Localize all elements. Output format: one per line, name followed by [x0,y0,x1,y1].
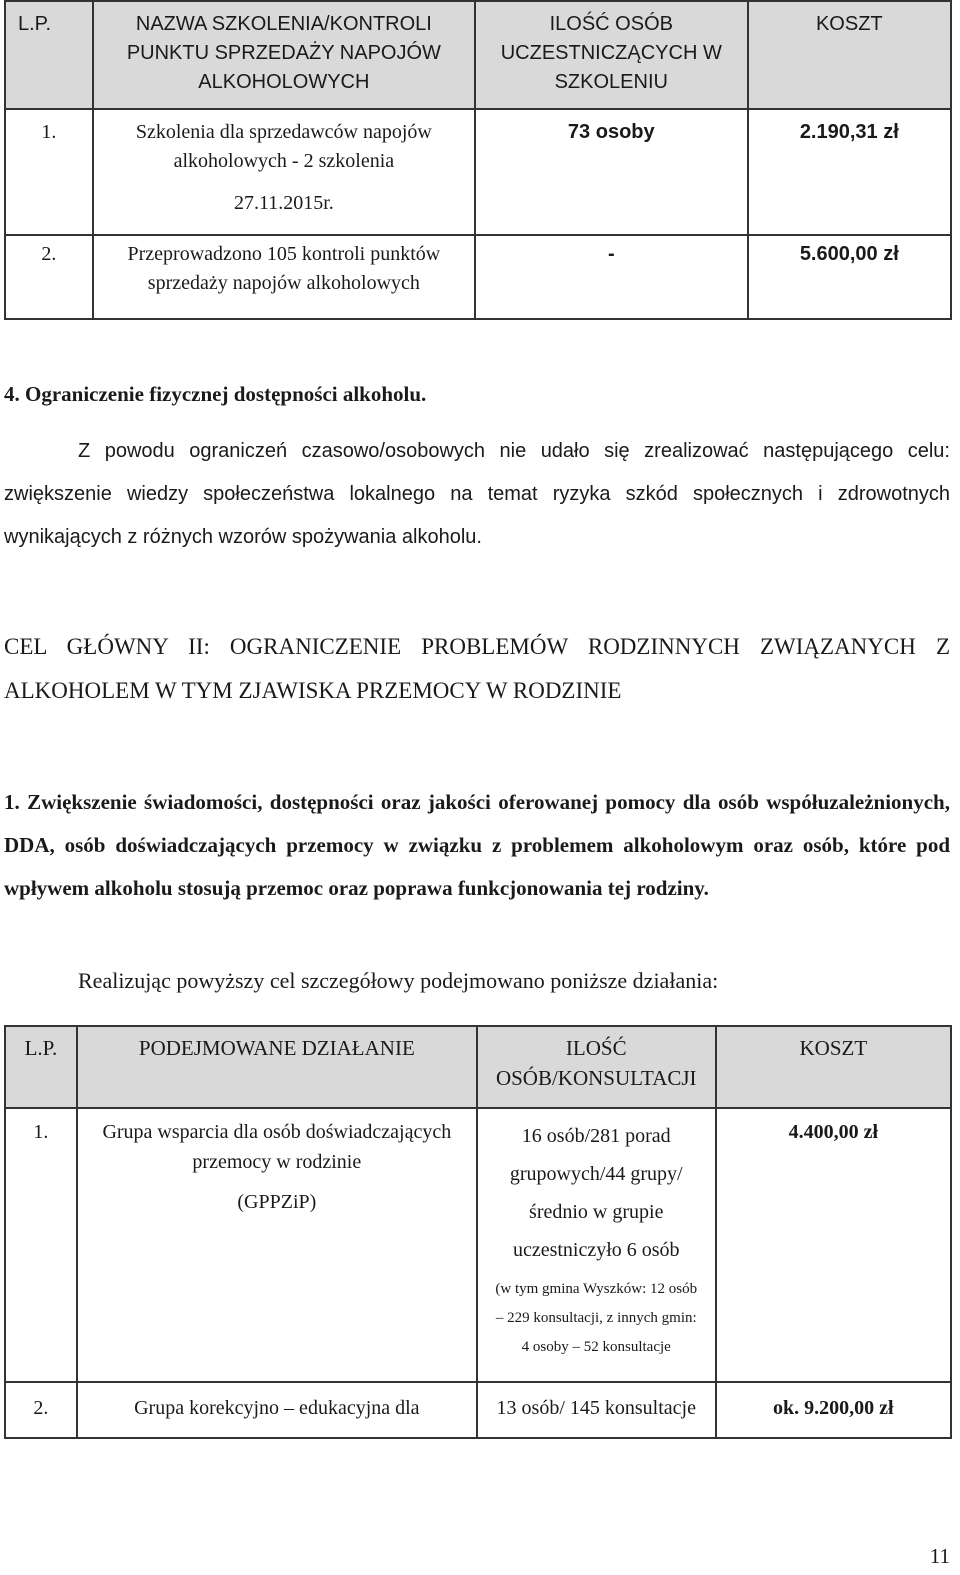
row-name-line: Przeprowadzono 105 kontroli punktów [127,243,441,265]
header-lp: L.P. [5,1026,77,1108]
page-number: 11 [929,1544,950,1568]
row-count: - [475,235,748,319]
header-action: PODEJMOWANE DZIAŁANIE [77,1026,477,1108]
row-action: Grupa korekcyjno – edukacyjna dla [77,1382,477,1438]
actions-intro: Realizując powyższy cel szczegółowy podejmowano poniższe działania: [78,968,719,993]
row-count: 13 osób/ 145 konsultacje [477,1382,716,1438]
actions-table [4,1025,952,1439]
header-lp: L.P. [5,1,93,109]
trainings-table [4,0,952,320]
header-count: ILOŚĆ OSÓB/KONSULTACJI [477,1026,716,1108]
row-cost: 4.400,00 zł [716,1108,951,1382]
table-row [5,1108,951,1382]
table-header-row [5,1,951,109]
row-date: 27.11.2015r. [233,192,334,214]
row-cost: 2.190,31 zł [748,109,951,235]
row-name [93,235,475,319]
row-name-line: Szkolenia dla sprzedawców napojów [135,121,432,143]
row-lp: 1. [5,109,93,235]
row-lp: 2. [5,235,93,319]
row-count [477,1108,716,1382]
header-count: ILOŚĆ OSÓB UCZESTNICZĄCYCH W SZKOLENIU [475,1,748,109]
row-count-note: (w tym gmina Wyszków: 12 osób – 229 konsultacji, z innych gmin: 4 osoby – 52 konsultacje [495,1281,698,1355]
row-cost: 5.600,00 zł [748,235,951,319]
table-header-row [5,1026,951,1108]
section-4-title: 4. Ograniczenie fizycznej dostępności alkoholu. [4,382,427,406]
header-cost: KOSZT [716,1026,951,1108]
row-action-line: przemocy w rodzinie [192,1151,362,1173]
row-name-line: sprzedaży napojów alkoholowych [147,272,420,294]
table-row [5,235,951,319]
row-action-line: Grupa wsparcia dla osób doświadczających [102,1121,452,1143]
header-cost: KOSZT [748,1,951,109]
row-name-line: alkoholowych - 2 szkolenia [173,150,395,172]
row-action [77,1108,477,1382]
row-count-main: 16 osób/281 porad grupowych/44 grupy/średnio w grupie uczestniczyło 6 osób [509,1125,683,1261]
row-lp: 2. [5,1382,77,1438]
table-row [5,109,951,235]
specific-goal-1: 1. Zwiększenie świadomości, dostępności oraz jakości oferowanej pomocy dla osób współuzależnionych, DDA, osób doświadczających przemocy w związku z problemem alkoholowym oraz osób, które pod wpływem alkoholu stosują przemoc oraz poprawa funkcjonowania tej rodziny. [4,790,950,900]
row-name [93,109,475,235]
row-lp: 1. [5,1108,77,1382]
row-cost: ok. 9.200,00 zł [716,1382,951,1438]
row-action-abbrev: (GPPZiP) [237,1191,317,1213]
main-goal-heading: CEL GŁÓWNY II: OGRANICZENIE PROBLEMÓW RODZINNYCH ZWIĄZANYCH Z ALKOHOLEM W TYM ZJAWISKA PRZEMOCY W RODZINIE [4,634,950,703]
section-4-paragraph: Z powodu ograniczeń czasowo/osobowych nie udało się zrealizować następującego celu: zwiększenie wiedzy społeczeństwa lokalnego na temat ryzyka szkód społecznych i zdrowotnych wynikających z różnych wzorów spożywania alkoholu. [4,440,950,548]
row-count: 73 osoby [475,109,748,235]
table-row [5,1382,951,1438]
header-name: NAZWA SZKOLENIA/KONTROLI PUNKTU SPRZEDAŻY NAPOJÓW ALKOHOLOWYCH [93,1,475,109]
